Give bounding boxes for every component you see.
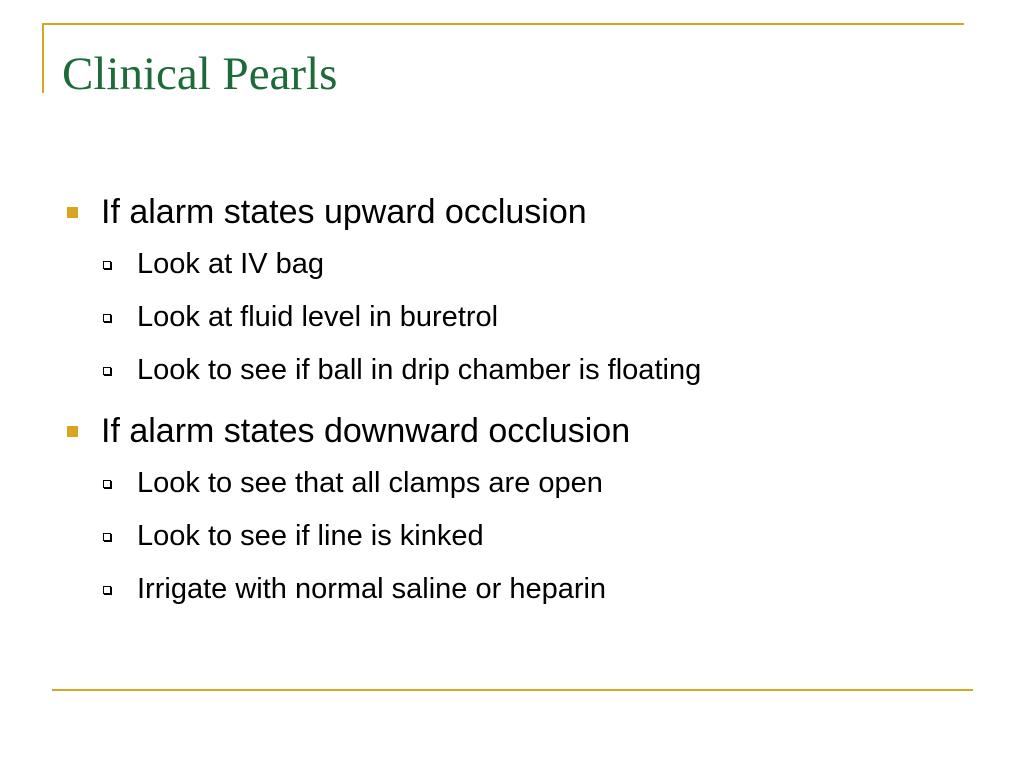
bullet-group-upward <box>62 190 992 397</box>
sub-bullet-item <box>62 457 992 510</box>
sub-bullet-item <box>62 510 992 563</box>
bullet-item <box>62 409 992 453</box>
hollow-square-icon <box>103 367 111 375</box>
hollow-square-icon <box>103 586 111 594</box>
sub-bullet-text: Look to see if ball in drip chamber is floating <box>137 354 702 386</box>
footer-rule <box>52 689 973 691</box>
bullet-item <box>62 190 992 234</box>
sub-bullet-text: Look to see if line is kinked <box>137 520 484 552</box>
filled-square-icon <box>67 426 78 437</box>
sub-bullet-text: Look at IV bag <box>137 248 325 280</box>
frame-left-rule <box>42 23 44 93</box>
sub-bullet-list <box>62 457 992 616</box>
frame-top-rule <box>42 23 964 25</box>
sub-bullet-text: Irrigate with normal saline or heparin <box>137 573 607 605</box>
sub-bullet-item <box>62 344 992 397</box>
sub-bullet-list <box>62 238 992 397</box>
bullet-group-downward <box>62 409 992 616</box>
bullet-text: If alarm states upward occlusion <box>101 193 587 231</box>
hollow-square-icon <box>103 314 111 322</box>
sub-bullet-text: Look to see that all clamps are open <box>137 467 603 499</box>
hollow-square-icon <box>103 533 111 541</box>
filled-square-icon <box>67 207 78 218</box>
hollow-square-icon <box>103 261 111 269</box>
hollow-square-icon <box>103 480 111 488</box>
sub-bullet-text: Look at fluid level in buretrol <box>137 301 499 333</box>
sub-bullet-item <box>62 563 992 616</box>
sub-bullet-item <box>62 291 992 344</box>
bullet-text: If alarm states downward occlusion <box>101 412 631 450</box>
bullet-list <box>62 190 992 628</box>
slide-title: Clinical Pearls <box>62 48 338 100</box>
sub-bullet-item <box>62 238 992 291</box>
